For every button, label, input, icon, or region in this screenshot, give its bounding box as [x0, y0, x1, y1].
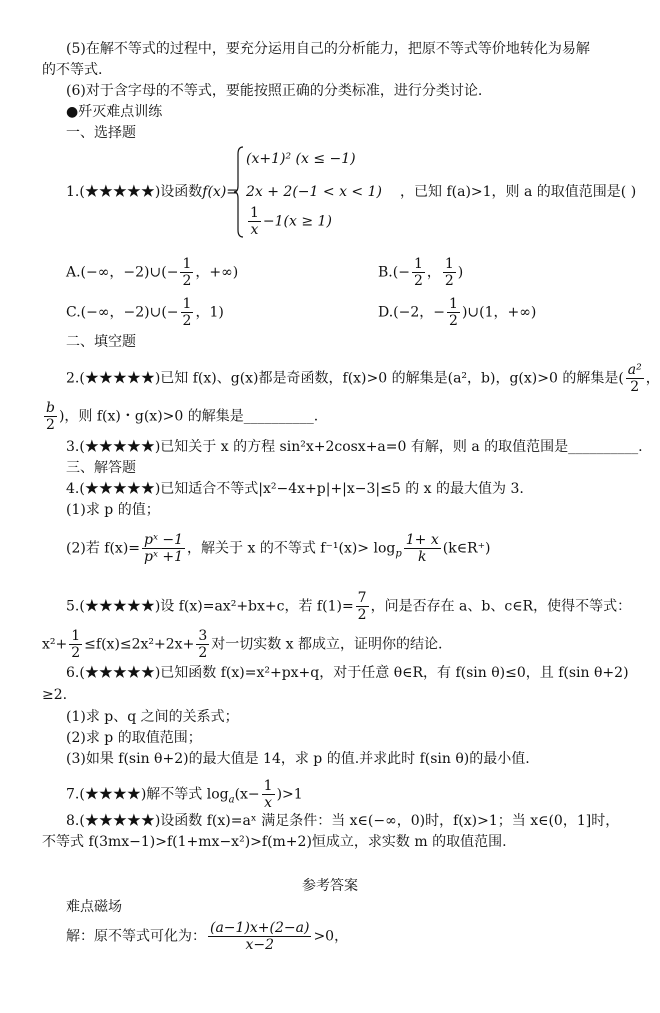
- q4-2-sub: p: [395, 548, 402, 560]
- question-6-part3: (3)如果 f(sin θ+2)的最大值是 14，求 p 的值.并求此时 f(sin θ)的最小值.: [66, 751, 530, 767]
- piece3-den: x: [250, 222, 259, 238]
- ans1-num: (a−1)x+(2−a): [210, 920, 310, 936]
- answer-1: [66, 920, 348, 953]
- opt-c-post: ，1): [195, 304, 224, 321]
- opt-b-n2: 1: [444, 256, 454, 272]
- question-6-part1: (1)求 p、q 之间的关系式；: [66, 709, 239, 725]
- question-8-line2: 不等式 f(3mx−1)>f(1+mx−x²)>f(m+2)恒成立，求实数 m 的取值范围.: [42, 834, 507, 850]
- ans1-pre: 解：原不等式可化为：: [66, 928, 206, 945]
- opt-a-num: 1: [182, 256, 192, 272]
- question-2-line1: [66, 362, 660, 395]
- q7-num: 1: [263, 778, 273, 794]
- q1-text: 1.(★★★★★)设函数: [66, 184, 203, 200]
- piecewise-brace: [234, 146, 244, 238]
- q4-2-den: pˣ +1: [144, 549, 184, 565]
- section-solve: 三、解答题: [66, 460, 136, 476]
- option-b: [378, 256, 463, 289]
- note-5-line2: 的不等式.: [42, 62, 103, 78]
- piece3-num: 1: [250, 205, 259, 221]
- note-5-line1: (5)在解不等式的过程中，要充分运用自己的分析能力，把原不等式等价地转化为易解: [66, 41, 590, 57]
- opt-d-post: )∪(1，+∞): [461, 304, 537, 321]
- q4-2-num2: 1+ x: [405, 532, 439, 548]
- opt-c-den: 2: [182, 313, 192, 329]
- piece-3: [246, 205, 332, 238]
- question-6-part2: (2)求 p 的取值范围；: [66, 730, 202, 746]
- opt-b-pre: B.(−: [378, 264, 410, 281]
- option-a: [66, 256, 238, 289]
- q5-post: ，问是否存在 a、b、c∈R，使得不等式：: [370, 598, 632, 615]
- q5-2-pre: x²+: [42, 636, 68, 653]
- question-8-line1: 8.(★★★★★)设函数 f(x)=aˣ 满足条件：当 x∈(−∞，0)时，f(x)>1；当 x∈(0，1]时，: [66, 813, 620, 829]
- opt-d-pre: D.(−2，−: [378, 304, 446, 321]
- piece3-rest: −1(x ≥ 1): [262, 213, 332, 230]
- q5-2-mid: ≤f(x)≤2x²+2x+: [84, 636, 195, 653]
- q4-2-mid: ，解关于 x 的不等式 f⁻¹(x)> log: [187, 540, 396, 557]
- opt-a-post: ，+∞): [195, 264, 239, 281]
- q7-sub: a: [228, 794, 235, 806]
- note-6: (6)对于含字母的不等式，要能按照正确的分类标准，进行分类讨论.: [66, 83, 483, 99]
- q4-2-den2: k: [418, 549, 427, 565]
- answers-subtitle: 难点磁场: [66, 899, 122, 915]
- option-d: [378, 296, 536, 329]
- q2-end: ，: [645, 370, 660, 387]
- opt-b-n1: 1: [413, 256, 423, 272]
- q5-2-num2: 3: [198, 628, 208, 644]
- q2-num: a²: [627, 362, 642, 378]
- question-6-line2: ≥2.: [42, 687, 68, 703]
- opt-b-d1: 2: [413, 273, 423, 289]
- q4-2-num: pˣ −1: [144, 532, 184, 548]
- section-fill: 二、填空题: [66, 334, 136, 350]
- question-1-prefix: [66, 183, 238, 201]
- ans1-post: >0，: [313, 928, 349, 945]
- question-6-line1: 6.(★★★★★)已知函数 f(x)=x²+px+q，对于任意 θ∈R，有 f(sin θ)≤0，且 f(sin θ+2): [66, 665, 629, 681]
- opt-a-den: 2: [182, 273, 192, 289]
- q7-mid: (x−: [234, 786, 260, 803]
- question-4: 4.(★★★★★)已知适合不等式|x²−4x+p|+|x−3|≤5 的 x 的最大值为 3.: [66, 481, 524, 497]
- q2-l2-num: b: [46, 400, 55, 416]
- q5-den: 2: [357, 607, 367, 623]
- opt-b-d2: 2: [444, 273, 454, 289]
- question-2-line2: [42, 400, 318, 433]
- question-1-suffix: ，已知 f(a)>1，则 a 的取值范围是( ): [400, 184, 637, 200]
- q1-fx: f(x)=: [202, 184, 239, 200]
- question-3: 3.(★★★★★)已知关于 x 的方程 sin²x+2cosx+a=0 有解，则 a 的取值范围是__________.: [66, 439, 643, 455]
- option-c: [66, 296, 224, 329]
- q4-2-post: (k∈R⁺): [442, 540, 491, 557]
- question-4-part2: [66, 532, 490, 565]
- opt-d-num: 1: [449, 296, 458, 312]
- piece-2: 2x + 2(−1 < x < 1): [246, 184, 382, 200]
- question-7: [66, 778, 303, 811]
- training-heading: ●歼灭难点训练: [66, 104, 163, 120]
- q2-text: 2.(★★★★★)已知 f(x)、g(x)都是奇函数，f(x)>0 的解集是(a²，b)，g(x)>0 的解集是(: [66, 370, 624, 387]
- q5-2-den: 2: [71, 645, 81, 661]
- q2-l2-text: )，则 f(x)・g(x)>0 的解集是__________.: [58, 408, 319, 425]
- q2-l2-den: 2: [46, 417, 55, 433]
- q5-2-post: 对一切实数 x 都成立，证明你的结论.: [211, 636, 443, 653]
- question-4-part1: (1)求 p 的值；: [66, 502, 160, 518]
- piece-1: (x+1)² (x ≤ −1): [246, 151, 356, 167]
- section-choice: 一、选择题: [66, 125, 136, 141]
- opt-b-post: ): [457, 264, 464, 281]
- q4-2-pre: (2)若 f(x)=: [66, 540, 141, 557]
- q2-den: 2: [630, 379, 640, 395]
- question-5-line2: [42, 628, 442, 661]
- q5-num: 7: [357, 590, 367, 606]
- ans1-den: x−2: [245, 937, 274, 953]
- opt-a-pre: A.(−∞，−2)∪(−: [66, 264, 179, 281]
- answers-title: 参考答案: [302, 878, 358, 894]
- opt-c-pre: C.(−∞，−2)∪(−: [66, 304, 179, 321]
- opt-b-mid: ，: [426, 264, 441, 281]
- q7-post: )>1: [276, 786, 303, 803]
- q5-2-num: 1: [71, 628, 81, 644]
- q5-2-den2: 2: [198, 645, 208, 661]
- question-5: [66, 590, 631, 623]
- q7-den: x: [264, 795, 273, 811]
- opt-d-den: 2: [449, 313, 458, 329]
- opt-c-num: 1: [182, 296, 192, 312]
- q7-pre: 7.(★★★★)解不等式 log: [66, 786, 229, 803]
- q5-pre: 5.(★★★★★)设 f(x)=ax²+bx+c，若 f(1)=: [66, 598, 354, 615]
